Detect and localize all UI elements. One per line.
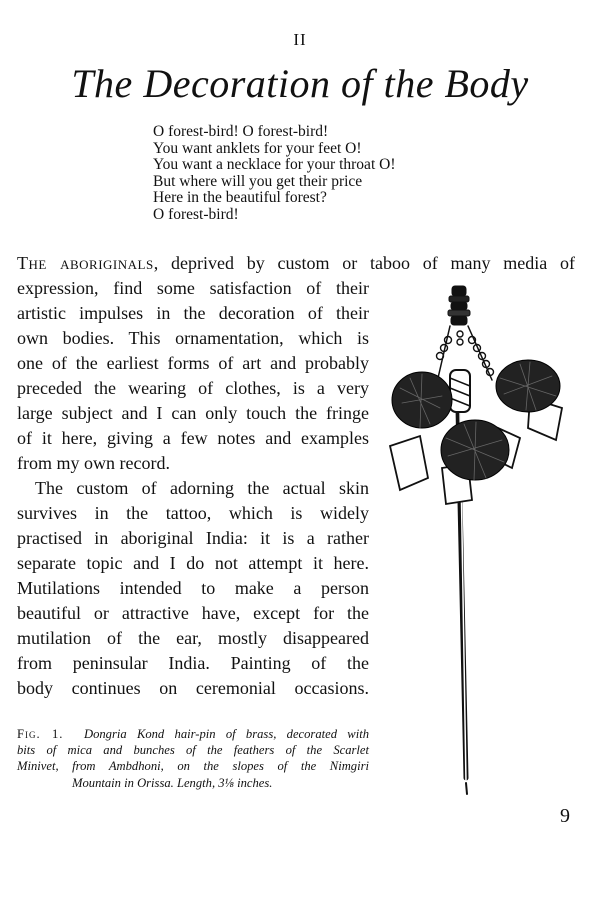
hair-pin-illustration [380, 278, 580, 798]
body-line: from my own record. [17, 453, 170, 473]
body-line: practised in aboriginal India: it is a rather [17, 528, 369, 548]
body-line: expression, find some satisfaction of their [17, 278, 369, 298]
lead-smallcaps: The aboriginals [17, 253, 154, 273]
body-line: The custom of adorning the actual skin [35, 478, 369, 498]
chapter-title: The Decoration of the Body [71, 61, 529, 106]
body-line: large subject and I can only touch the fringe [17, 403, 369, 423]
body-line: from peninsular India. Painting of the [17, 653, 369, 673]
chapter-number: II [293, 30, 307, 49]
body-line: one of the earliest forms of art and probably [17, 353, 369, 373]
page-number: 9 [560, 805, 570, 827]
body-line: separate topic and I do not attempt it here. [17, 553, 369, 573]
caption-line [17, 726, 369, 742]
figure-label: Fig. 1. [17, 727, 64, 741]
body-line: beautiful or attractive have, except for the [17, 603, 369, 623]
epigraph-line: You want anklets for your feet O! [153, 139, 362, 157]
body-line: Mutilations intended to make a person [17, 578, 369, 598]
body-line: preceded the wearing of clothes, is a very [17, 378, 369, 398]
epigraph-poem [153, 124, 395, 224]
body-line: artistic impulses in the decoration of their [17, 303, 369, 323]
caption-text: Dongria Kond hair-pin of brass, decorated with [83, 727, 369, 741]
body-line: body continues on ceremonial occasions. [17, 678, 369, 698]
figure-caption [17, 726, 369, 791]
epigraph-line: O forest-bird! [153, 205, 239, 223]
body-line: own bodies. This ornamentation, which is [17, 328, 369, 348]
epigraph-line: You want a necklace for your throat O! [153, 156, 396, 174]
body-line: mutilation of the ear, mostly disappeared [17, 628, 369, 648]
epigraph-line: But where will you get their price [153, 172, 363, 190]
epigraph-line: Here in the beautiful forest? [153, 189, 327, 207]
caption-line: Minivet, from Ambdhoni, on the slopes of the Nimgiri [17, 759, 369, 774]
epigraph-line: O forest-bird! O forest-bird! [153, 123, 329, 140]
body-line: of it here, giving a few notes and examples [17, 428, 369, 448]
caption-line: Mountain in Orissa. Length, 3⅛ inches. [72, 775, 273, 790]
body-line-rest: , deprived by custom or taboo of many media of [153, 253, 575, 273]
body-line: survives in the tattoo, which is widely [17, 503, 369, 523]
caption-line: bits of mica and bunches of the feathers of the Scarlet [17, 743, 369, 758]
hair-pin-icon [390, 286, 562, 794]
body-line [17, 253, 575, 274]
